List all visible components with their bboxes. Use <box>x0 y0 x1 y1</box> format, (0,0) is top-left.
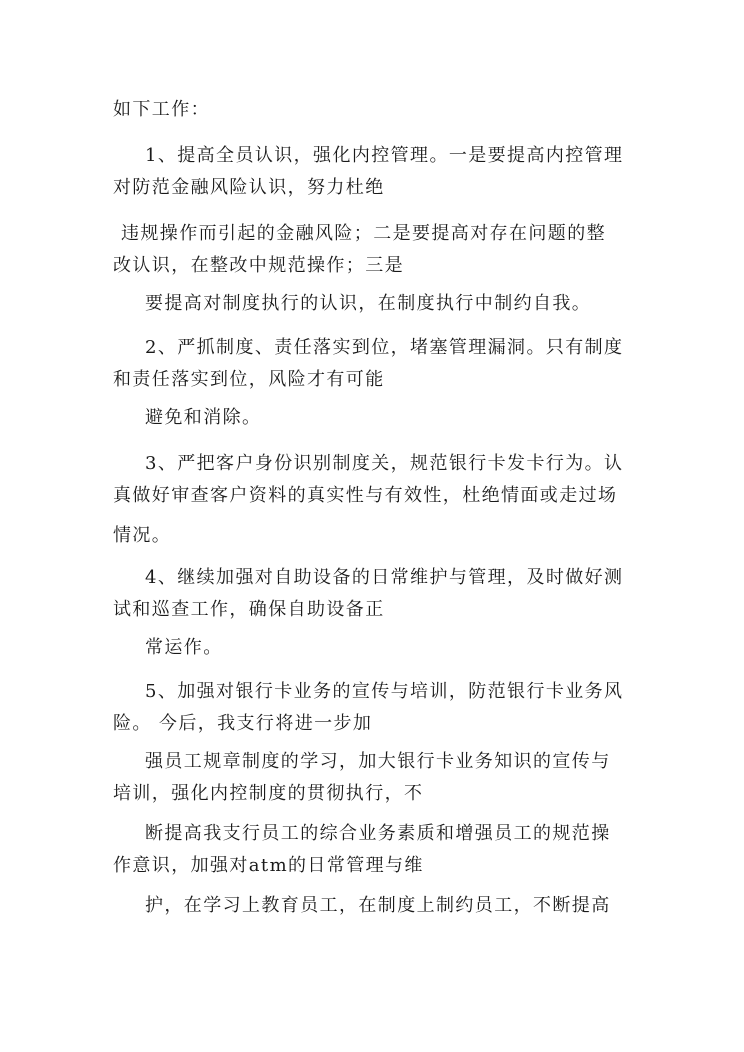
text-line: 违规操作而引起的金融风险；二是要提高对存在问题的整 <box>121 223 606 244</box>
text-line: 真做好审查客户资料的真实性与有效性，杜绝情面或走过场 <box>113 485 618 506</box>
text-line: 要提高对制度执行的认识，在制度执行中制约自我。 <box>145 293 592 314</box>
text-line: 培训，强化内控制度的贯彻执行，不 <box>113 783 424 804</box>
text-line: 情况。 <box>113 525 172 546</box>
text-line: 和责任落实到位，风险才有可能 <box>113 369 385 390</box>
text-line: 强员工规章制度的学习，加大银行卡业务知识的宣传与 <box>145 751 611 772</box>
text-line: 试和巡查工作，确保自助设备正 <box>113 599 385 620</box>
text-line: 避免和消除。 <box>145 407 262 428</box>
text-line: 断提高我支行员工的综合业务素质和增强员工的规范操 <box>145 823 611 844</box>
text-line: 1、提高全员认识，强化内控管理。一是要提高内控管理 <box>145 145 624 166</box>
text-line: 2、严抓制度、责任落实到位，堵塞管理漏洞。只有制度 <box>145 337 624 358</box>
text-line: 作意识，加强对atm的日常管理与维 <box>113 855 424 876</box>
text-line: 如下工作： <box>113 99 210 120</box>
text-line: 常运作。 <box>145 637 223 658</box>
text-line: 4、继续加强对自助设备的日常维护与管理，及时做好测 <box>145 567 624 588</box>
text-line: 对防范金融风险认识，努力杜绝 <box>113 177 385 198</box>
text-line: 3、严把客户身份识别制度关，规范银行卡发卡行为。认 <box>145 453 624 474</box>
text-line: 险。 今后，我支行将进一步加 <box>113 713 373 734</box>
text-line: 改认识，在整改中规范操作；三是 <box>113 255 404 276</box>
text-line: 5、加强对银行卡业务的宣传与培训，防范银行卡业务风 <box>145 681 624 702</box>
text-line: 护，在学习上教育员工，在制度上制约员工，不断提高 <box>145 895 611 916</box>
